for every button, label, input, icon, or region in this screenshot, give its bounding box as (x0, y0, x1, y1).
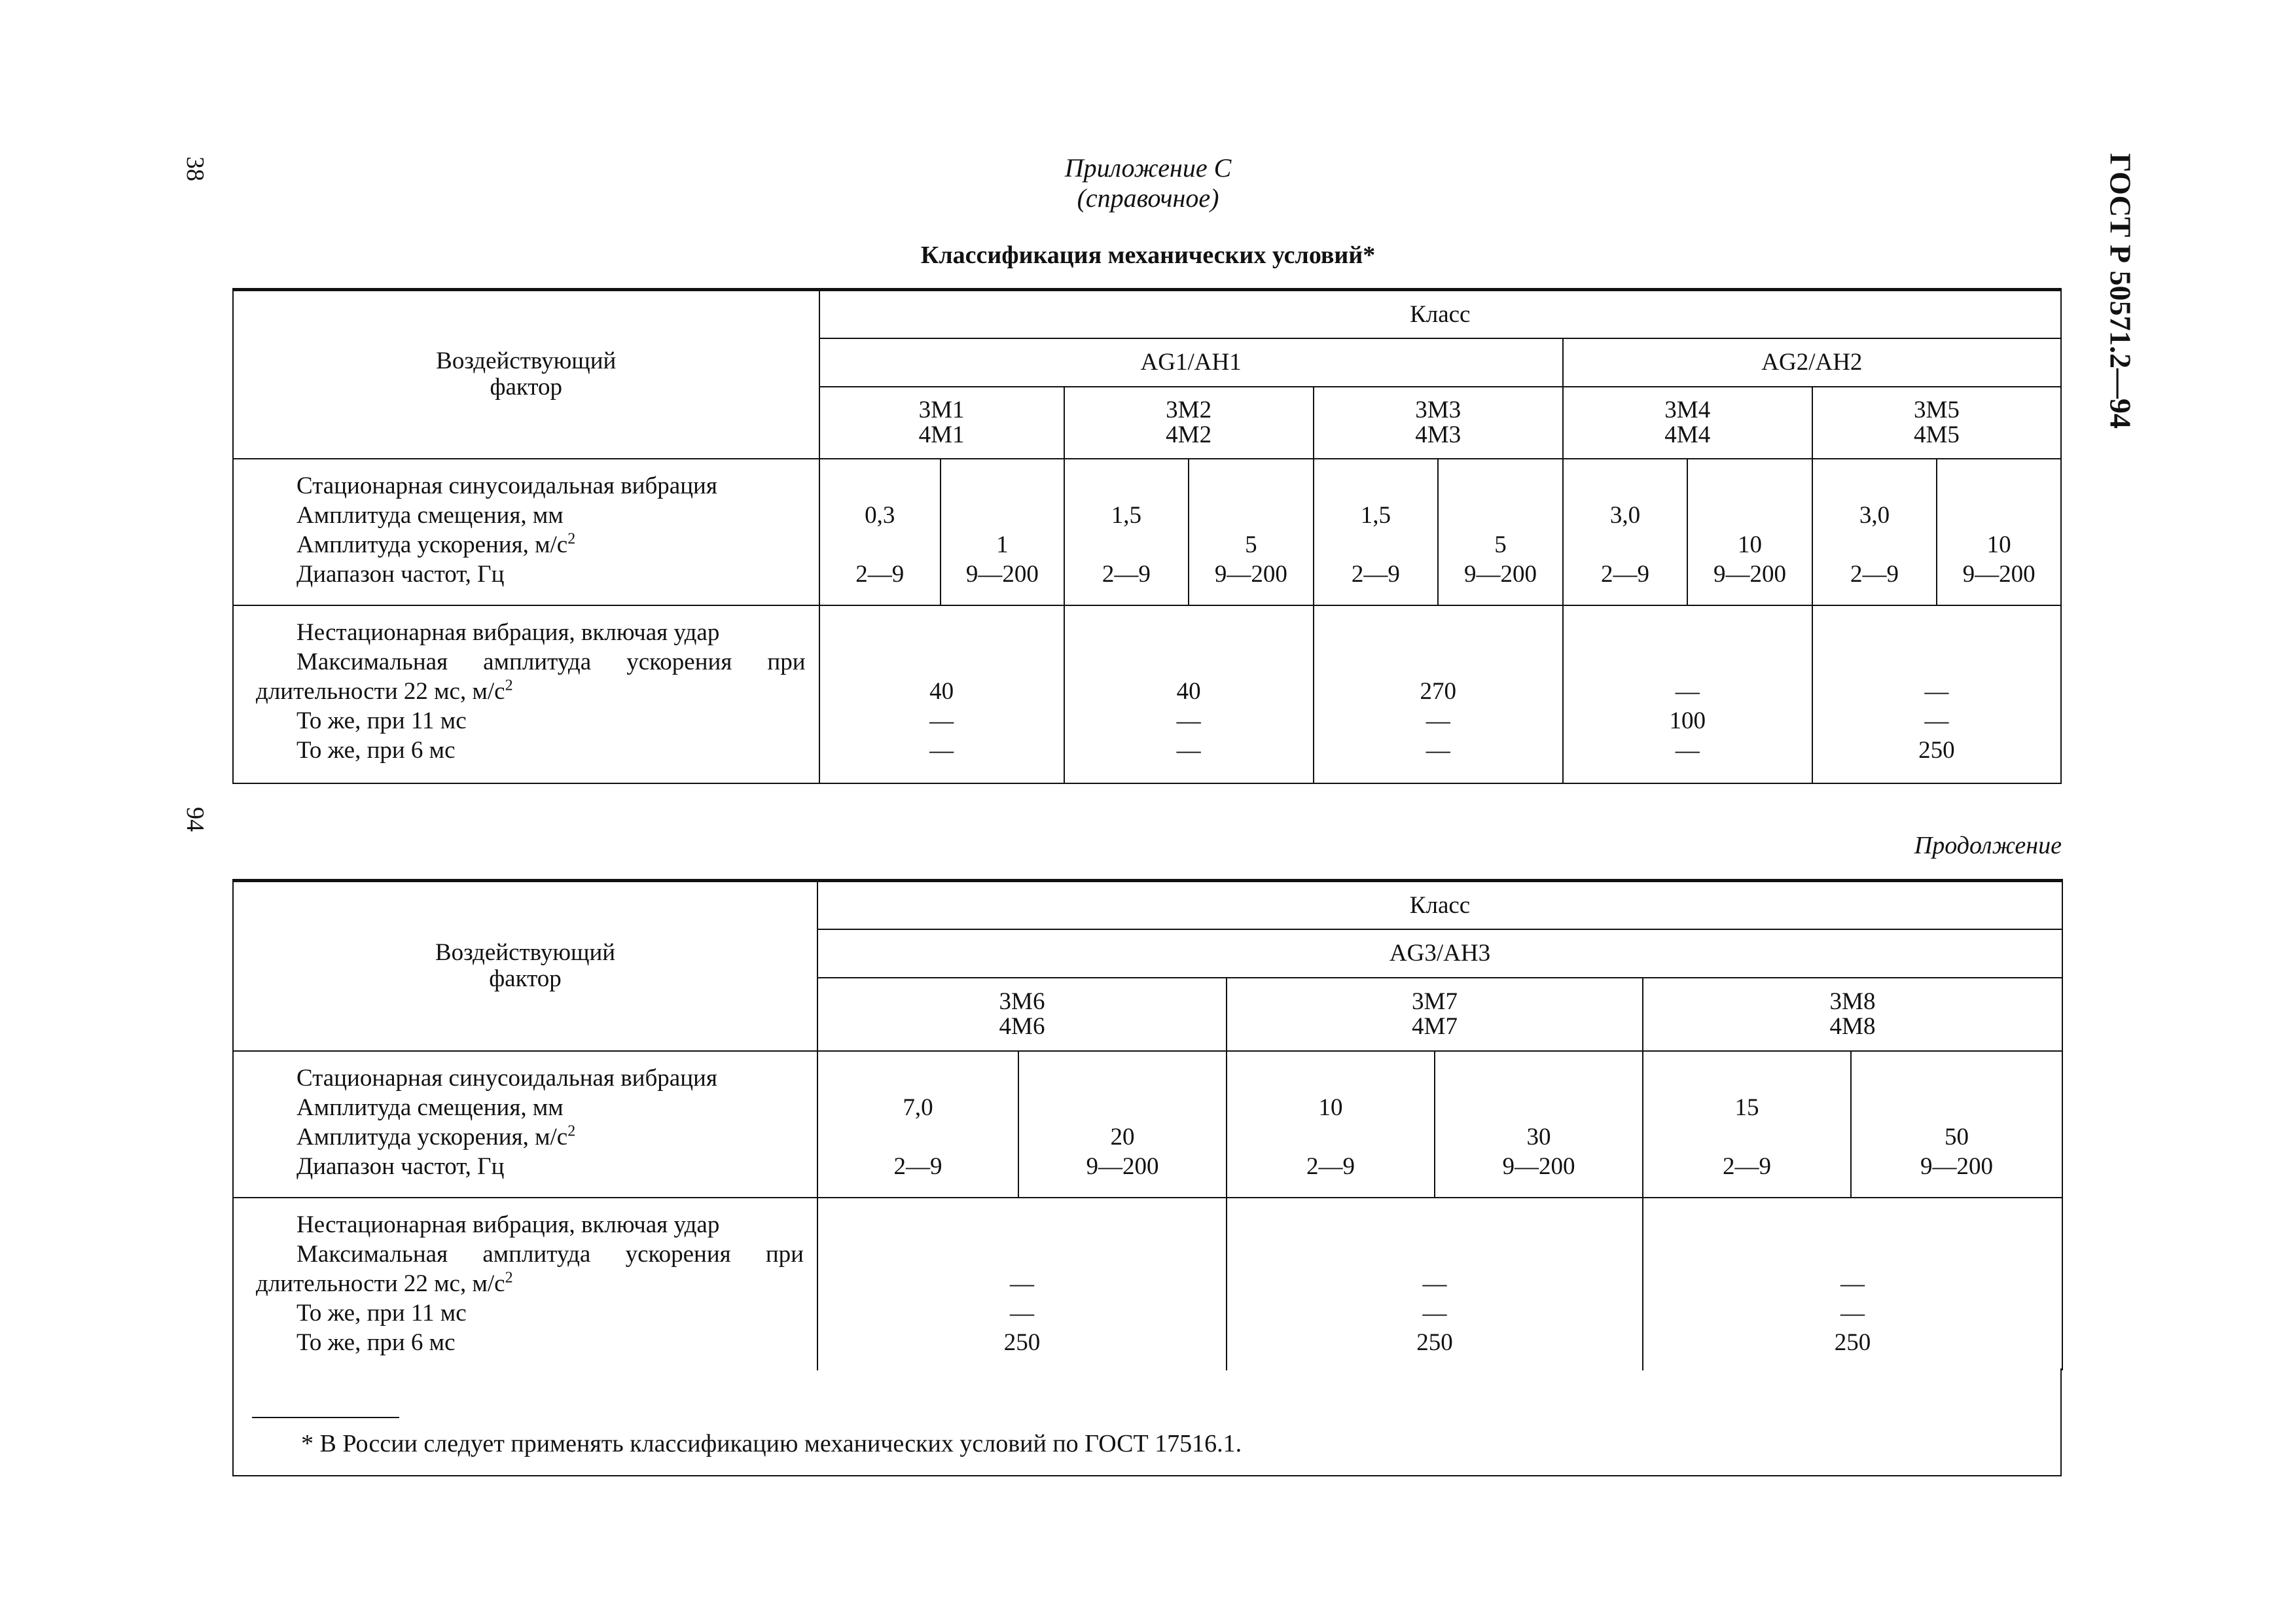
class-3m1: 3М1 4М1 (819, 387, 1064, 459)
cell-3m4-disp: 3,0 2—9 (1563, 459, 1688, 605)
group-header-ag1: AG1/AH1 (819, 338, 1563, 387)
cell-3m3-disp: 1,5 2—9 (1314, 459, 1439, 605)
page-number-top: 38 (181, 156, 209, 181)
class-3m2: 3М2 4М2 (1064, 387, 1314, 459)
appendix-title: Приложение С (1064, 153, 1232, 183)
cell-3m8-disp: 15 2—9 (1643, 1051, 1851, 1198)
group-header-ag3: AG3/AH3 (817, 929, 2062, 978)
cell-3m8-shock: — — 250 (1643, 1198, 2062, 1370)
cell-3m4-acc: 10 9—200 (1687, 459, 1812, 605)
class-header: Класс (819, 290, 2061, 338)
class-3m6: 3М6 4М6 (817, 978, 1227, 1051)
page-number-side: 94 (181, 807, 209, 832)
class-3m4: 3М4 4М4 (1563, 387, 1812, 459)
cell-3m1-shock: 40 — — (819, 605, 1064, 783)
appendix-note: (справочное) (1077, 183, 1219, 213)
factor-nonstationary-vibration-2: Нестационарная вибрация, включая удар Максимальная амплитуда ускорения при длительности 22 мс, $м/с^2$ То же, при 11 мс То же, при 6 мс (233, 1198, 817, 1370)
cell-3m6-acc: 20 9—200 (1018, 1051, 1227, 1198)
factor-header: Воздействующий фактор (233, 290, 819, 459)
continuation-label: Продолжение (1914, 832, 2062, 859)
factor-stationary-vibration: Стационарная синусоидальная вибрация Амплитуда смещения, мм Амплитуда ускорения, $м/с^2$ Диапазон частот, Гц (233, 459, 819, 605)
footnote: * В России следует применять классификацию механических условий по ГОСТ 17516.1. (301, 1430, 1242, 1457)
table-title: Классификация механических условий* (920, 241, 1376, 269)
factor-nonstationary-vibration: Нестационарная вибрация, включая удар Максимальная амплитуда ускорения при длительности 22 мс, $м/с^2$ То же, при 11 мс То же, при 6 мс (233, 605, 819, 783)
footnote-frame (232, 1368, 2062, 1476)
cell-3m5-shock: — — 250 (1812, 605, 2061, 783)
standard-code: ГОСТ Р 50571.2—94 (2104, 153, 2138, 429)
cell-3m6-disp: 7,0 2—9 (817, 1051, 1018, 1198)
cell-3m7-disp: 10 2—9 (1227, 1051, 1435, 1198)
cell-3m3-shock: 270 — — (1314, 605, 1563, 783)
classification-table-1 (232, 288, 2062, 784)
factor-stationary-vibration-2: Стационарная синусоидальная вибрация Амплитуда смещения, мм Амплитуда ускорения, $м/с^2$ Диапазон частот, Гц (233, 1051, 817, 1198)
classification-table-2 (232, 879, 2063, 1370)
factor-header-2: Воздействующий фактор (233, 881, 817, 1051)
cell-3m2-shock: 40 — — (1064, 605, 1314, 783)
cell-3m7-acc: 30 9—200 (1435, 1051, 1643, 1198)
class-header-2: Класс (817, 881, 2062, 929)
class-3m7: 3М7 4М7 (1227, 978, 1643, 1051)
class-3m8: 3М8 4М8 (1643, 978, 2062, 1051)
cell-3m5-acc: 10 9—200 (1937, 459, 2061, 605)
cell-3m6-shock: — — 250 (817, 1198, 1227, 1370)
group-header-ag2: AG2/AH2 (1563, 338, 2061, 387)
cell-3m3-acc: 5 9—200 (1438, 459, 1563, 605)
cell-3m2-disp: 1,5 2—9 (1064, 459, 1189, 605)
cell-3m4-shock: — 100 — (1563, 605, 1812, 783)
class-3m3: 3М3 4М3 (1314, 387, 1563, 459)
footnote-rule (252, 1417, 399, 1418)
cell-3m2-acc: 5 9—200 (1189, 459, 1314, 605)
cell-3m1-disp: 0,3 2—9 (819, 459, 941, 605)
cell-3m8-acc: 50 9—200 (1851, 1051, 2062, 1198)
cell-3m5-disp: 3,0 2—9 (1812, 459, 1937, 605)
class-3m5: 3М5 4М5 (1812, 387, 2061, 459)
cell-3m1-acc: 1 9—200 (941, 459, 1064, 605)
cell-3m7-shock: — — 250 (1227, 1198, 1643, 1370)
